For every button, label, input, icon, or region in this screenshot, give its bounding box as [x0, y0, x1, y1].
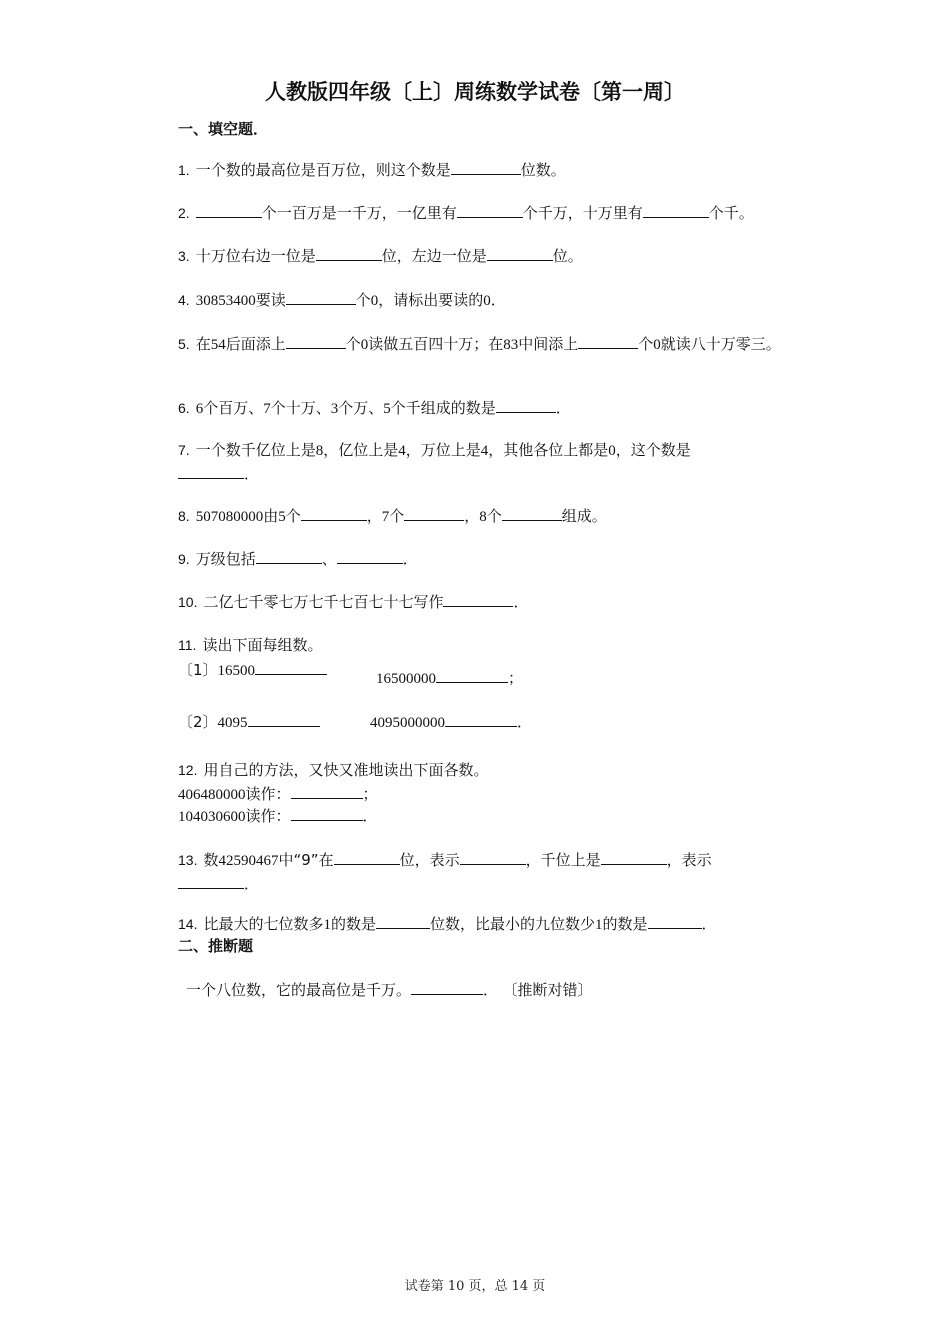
question-text: 比最大的七位数多 — [203, 915, 324, 933]
question-11-row-2-right — [370, 710, 532, 732]
question-number: 9. — [178, 551, 190, 567]
number-value: 3 — [330, 401, 339, 417]
question-text: ． — [555, 399, 571, 417]
number-value: 1 — [323, 917, 331, 933]
question-text: 个千组成的数是 — [390, 399, 496, 417]
question-text: 个千万，十万里有 — [522, 204, 643, 222]
number-value: 1 — [595, 917, 603, 933]
question-text: 〔推断对错〕 — [510, 981, 593, 999]
number-value: 104030600 — [178, 809, 246, 825]
question-1 — [178, 158, 566, 181]
number-value: 8 — [479, 509, 487, 525]
answer-blank[interactable] — [255, 658, 327, 675]
question-text: ． — [244, 875, 260, 893]
question-number: 7. — [178, 442, 190, 458]
answer-blank[interactable] — [411, 978, 483, 995]
answer-blank[interactable] — [316, 244, 382, 261]
question-text: 个一百万是一千万，一亿里有 — [261, 204, 457, 222]
answer-blank[interactable] — [404, 504, 464, 521]
question-text: ； — [508, 669, 524, 687]
question-13 — [178, 848, 798, 895]
number-value: 507080000 — [195, 509, 264, 525]
question-text: ． — [244, 465, 260, 483]
question-text: ． — [483, 981, 499, 999]
question-text: ． — [517, 713, 533, 731]
answer-blank[interactable] — [178, 872, 244, 889]
question-text: 一个八位数，它的最高位是千万。 — [186, 981, 412, 999]
page-footer: 试卷第 10 页，总 14 页 — [404, 1279, 546, 1294]
sub-label: 〔1〕 — [178, 661, 218, 679]
question-text: 位，表示 — [399, 851, 460, 869]
answer-blank[interactable] — [248, 710, 320, 727]
question-text: 读出下面每组数。 — [202, 636, 323, 654]
answer-blank[interactable] — [451, 158, 521, 175]
number-value: 7 — [381, 509, 390, 525]
question-text: ，万位上是 — [405, 441, 481, 459]
number-value: 406480000 — [178, 787, 246, 803]
question-text: 二亿七千零七万七千七百七十七写作 — [203, 593, 444, 611]
answer-blank[interactable] — [196, 201, 262, 218]
question-text: 的数是 — [330, 915, 376, 933]
answer-blank[interactable] — [445, 710, 517, 727]
question-text: ． — [490, 291, 506, 309]
question-text: 的数是 — [602, 915, 648, 933]
question-text: 十万位右边一位是 — [195, 247, 316, 265]
answer-blank[interactable] — [457, 201, 523, 218]
answer-blank[interactable] — [301, 504, 367, 521]
answer-blank[interactable] — [334, 848, 400, 865]
number-value: 5 — [383, 401, 391, 417]
section-heading-judgment: 二、推断题 — [178, 937, 254, 955]
question-number: 10. — [178, 594, 198, 610]
number-value: 42590467 — [218, 853, 279, 869]
question-14 — [178, 912, 717, 936]
question-text: 在 — [195, 335, 211, 353]
number-value: 4 — [480, 443, 489, 459]
question-text: 读作： — [245, 807, 291, 825]
answer-blank[interactable] — [578, 332, 638, 349]
answer-blank[interactable] — [496, 396, 556, 413]
answer-blank[interactable] — [460, 848, 526, 865]
question-11-row-1-right — [376, 666, 523, 688]
question-text: ，这个数是 — [615, 441, 691, 459]
number-value: 0 — [370, 293, 379, 309]
number-value: 0 — [360, 337, 369, 353]
question-text: 要读 — [255, 291, 286, 309]
question-text: 个 — [389, 507, 405, 525]
question-text: 后面添上 — [225, 335, 286, 353]
question-text: 就读八十万零三。 — [660, 335, 781, 353]
answer-blank[interactable] — [643, 201, 709, 218]
question-number: 12. — [178, 762, 198, 778]
question-text: ，表示 — [666, 851, 712, 869]
answer-blank[interactable] — [436, 666, 508, 683]
number-value: 83 — [503, 337, 519, 353]
answer-blank[interactable] — [487, 244, 553, 261]
question-text: ，其他各位上都是 — [488, 441, 609, 459]
number-value: 4 — [398, 443, 406, 459]
number-value: 0 — [608, 443, 616, 459]
question-text: 个 — [638, 335, 654, 353]
question-text: 个万、 — [338, 399, 384, 417]
question-11-row-2-left — [178, 710, 320, 732]
question-text: ． — [513, 593, 529, 611]
question-text: ， — [366, 507, 382, 525]
answer-blank[interactable] — [337, 547, 403, 564]
answer-blank[interactable] — [443, 590, 513, 607]
question-text: 由 — [263, 507, 279, 525]
question-5 — [178, 332, 781, 356]
judgment-question-1 — [186, 978, 593, 1001]
number-value: 16500 — [217, 663, 256, 679]
section-heading-fill-blank: 一、填空题． — [178, 120, 269, 138]
question-8 — [178, 504, 607, 528]
question-number: 5. — [178, 336, 190, 352]
question-9 — [178, 547, 418, 570]
question-text: ，千位上是 — [525, 851, 601, 869]
question-number: 1. — [178, 162, 190, 178]
question-text: 位。 — [552, 247, 583, 265]
question-text: 个 — [285, 507, 301, 525]
question-10 — [178, 590, 529, 613]
question-text: 位数，比最小的九位数少 — [430, 915, 596, 933]
question-text: 个十万、 — [270, 399, 331, 417]
question-text: 个百万、 — [203, 399, 264, 417]
number-value: 16500000 — [376, 671, 436, 687]
number-value: 4095000000 — [370, 715, 445, 731]
answer-blank[interactable] — [286, 332, 346, 349]
question-2 — [178, 201, 754, 224]
question-text: 个 — [355, 291, 371, 309]
question-text: 个 — [345, 335, 361, 353]
answer-blank[interactable] — [256, 547, 322, 564]
number-value: 54 — [210, 337, 226, 353]
question-11-row-1-left — [178, 658, 327, 680]
question-4 — [178, 288, 506, 312]
answer-blank[interactable] — [502, 504, 562, 521]
question-number: 8. — [178, 508, 190, 524]
question-text: ． — [402, 550, 418, 568]
question-7 — [178, 439, 798, 485]
question-text: 读作： — [245, 785, 291, 803]
question-text: ． — [362, 807, 378, 825]
question-number: 6. — [178, 400, 190, 416]
answer-blank[interactable] — [376, 912, 430, 929]
question-6 — [178, 396, 571, 420]
question-text: 用自己的方法，又快又准地读出下面各数。 — [203, 761, 489, 779]
question-text: ，请标出要读的 — [378, 291, 484, 309]
question-text: 读做五百四十万；在 — [368, 335, 504, 353]
number-value: 8 — [315, 443, 324, 459]
answer-blank[interactable] — [648, 912, 702, 929]
question-text: 中间添上 — [518, 335, 579, 353]
question-text: 一个数的最高位是百万位，则这个数是 — [195, 161, 451, 179]
number-value: 5 — [278, 509, 286, 525]
question-text: 位，左边一位是 — [381, 247, 487, 265]
number-value: 7 — [263, 401, 271, 417]
question-text: 组成。 — [561, 507, 607, 525]
question-12 — [178, 759, 488, 781]
question-text: 个千。 — [708, 204, 754, 222]
question-number: 14. — [178, 916, 198, 932]
question-text: 位数。 — [520, 161, 566, 179]
question-text: 一个数千亿位上是 — [195, 441, 316, 459]
answer-blank[interactable] — [601, 848, 667, 865]
question-number: 2. — [178, 205, 190, 221]
page-title: 人教版四年级〔上〕周练数学试卷〔第一周〕 — [265, 80, 685, 104]
number-value: 30853400 — [195, 293, 256, 309]
sub-label: 〔2〕 — [178, 713, 218, 731]
question-text: ，亿位上是 — [323, 441, 399, 459]
answer-blank[interactable] — [291, 782, 363, 799]
question-text: ， — [464, 507, 480, 525]
question-11 — [178, 634, 322, 656]
question-12-line-1 — [178, 782, 378, 804]
question-number: 4. — [178, 292, 190, 308]
question-number: 13. — [178, 852, 198, 868]
question-text: 个 — [486, 507, 502, 525]
question-3 — [178, 244, 583, 267]
question-text: ； — [362, 785, 378, 803]
answer-blank[interactable] — [291, 804, 363, 821]
question-text: 中“9”在 — [278, 851, 334, 869]
number-value: 0 — [483, 293, 491, 309]
number-value: 6 — [195, 401, 204, 417]
question-text: 万级包括 — [195, 550, 256, 568]
question-12-line-2 — [178, 804, 378, 826]
question-text: 、 — [321, 550, 337, 568]
question-text: 数 — [203, 851, 219, 869]
number-value: 0 — [653, 337, 661, 353]
question-number: 3. — [178, 248, 190, 264]
answer-blank[interactable] — [178, 462, 244, 479]
question-text: ． — [701, 915, 717, 933]
answer-blank[interactable] — [286, 288, 356, 305]
number-value: 4095 — [217, 715, 248, 731]
question-number: 11. — [178, 637, 197, 653]
